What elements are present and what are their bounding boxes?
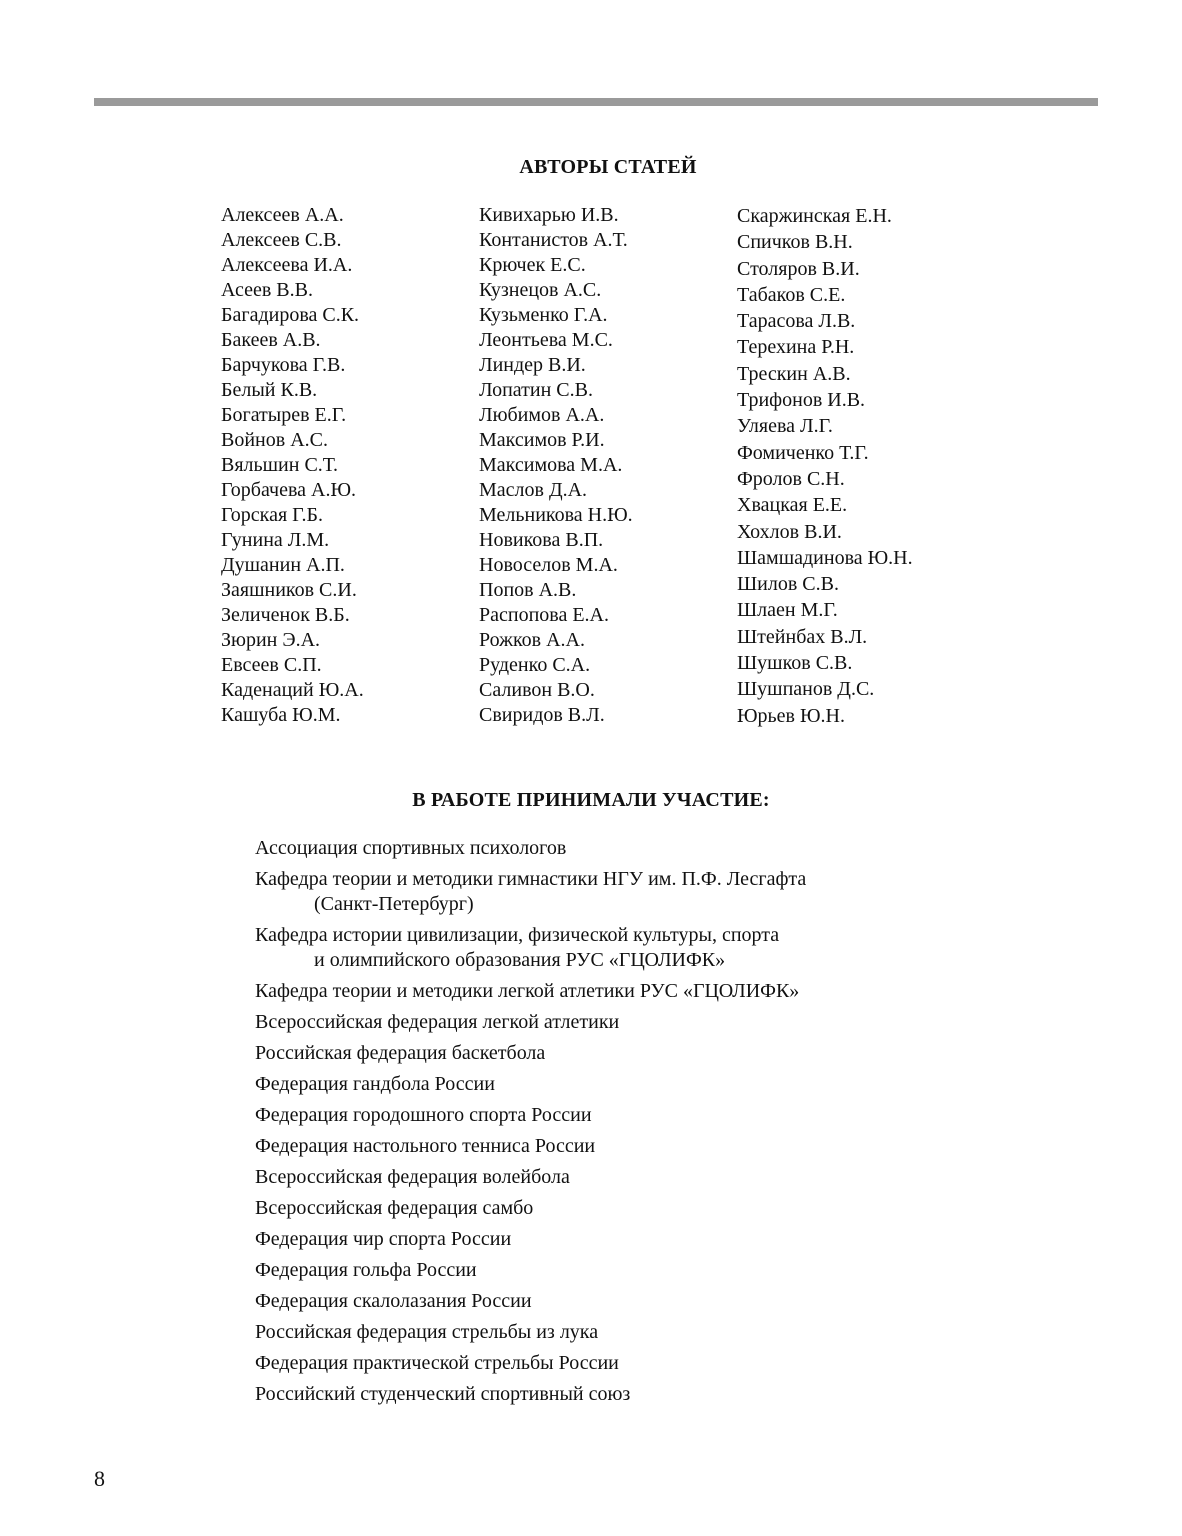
organization-name: Федерация гольфа России [255,1259,477,1281]
authors-column-2 [479,203,633,728]
organization-item [255,1320,975,1345]
author-name: Линдер В.И. [479,354,586,376]
author-name: Каденаций Ю.А. [221,679,364,701]
page-number: 8 [94,1466,105,1491]
author-name: Любимов А.А. [479,404,605,426]
organization-name: Федерация городошного спорта России [255,1104,592,1126]
organizations-list [255,836,975,1413]
organization-name: Ассоциация спортивных психологов [255,837,567,859]
organization-name: Федерация гандбола России [255,1073,495,1095]
organization-name-continuation: и олимпийского образования РУС «ГЦОЛИФК» [314,949,726,971]
organization-item [255,1010,975,1035]
author-name: Хвацкая Е.Е. [737,494,848,517]
author-name: Максимова М.А. [479,454,623,476]
author-name: Алексеев А.А. [221,204,344,226]
organization-item [255,1351,975,1376]
author-name: Гунина Л.М. [221,529,330,551]
organization-name: Российский студенческий спортивный союз [255,1383,631,1405]
author-name: Мельникова Н.Ю. [479,504,633,526]
organization-name: Федерация настольного тенниса России [255,1135,596,1157]
organization-item [255,1227,975,1252]
author-name: Тарасова Л.В. [737,310,856,333]
organization-name: Российская федерация стрельбы из лука [255,1321,599,1343]
author-name: Горбачева А.Ю. [221,479,357,501]
authors-column-3 [737,203,913,729]
author-name: Асеев В.В. [221,279,313,301]
authors-heading: АВТОРЫ СТАТЕЙ [519,156,697,178]
top-rule [94,98,1098,106]
author-name: Алексеев С.В. [221,229,342,251]
author-name: Трифонов И.В. [737,389,866,412]
author-name: Евсеев С.П. [221,654,322,676]
author-name: Багадирова С.К. [221,304,360,326]
author-name: Юрьев Ю.Н. [737,704,845,727]
author-name: Горская Г.Б. [221,504,323,526]
organization-name: Российская федерация баскетбола [255,1042,546,1064]
author-name: Шушков С.В. [737,652,853,675]
author-name: Шушпанов Д.С. [737,678,875,701]
author-name: Хохлов В.И. [737,520,842,543]
author-name: Столяров В.И. [737,257,860,280]
organization-name: Всероссийская федерация волейбола [255,1166,570,1188]
author-name: Новоселов М.А. [479,554,618,576]
author-name: Кузьменко Г.А. [479,304,608,326]
organization-item [255,1041,975,1066]
organization-item [255,1289,975,1314]
author-name: Алексеева И.А. [221,254,353,276]
author-name: Белый К.В. [221,379,318,401]
participants-heading: В РАБОТЕ ПРИНИМАЛИ УЧАСТИЕ: [412,789,770,811]
organization-item [255,979,975,1004]
author-name: Зеличенок В.Б. [221,604,350,626]
author-name: Зюрин Э.А. [221,629,321,651]
author-name: Фомиченко Т.Г. [737,441,869,464]
author-name: Терехина Р.Н. [737,336,855,359]
organization-item [255,836,975,861]
author-name: Кузнецов А.С. [479,279,602,301]
author-name: Табаков С.Е. [737,283,846,306]
organization-name: Федерация чир спорта России [255,1228,512,1250]
author-name: Кивихарью И.В. [479,204,619,226]
organization-name: Федерация скалолазания России [255,1290,532,1312]
author-name: Максимов Р.И. [479,429,605,451]
author-name: Барчукова Г.В. [221,354,346,376]
organization-name: Кафедра теории и методики гимнастики НГУ им. П.Ф. Лесгафта [255,868,807,890]
organization-item [255,1258,975,1283]
organization-name: Федерация практической стрельбы России [255,1352,619,1374]
author-name: Лопатин С.В. [479,379,593,401]
author-name: Уляева Л.Г. [737,415,833,438]
organization-item [255,1072,975,1097]
author-name: Свиридов В.Л. [479,704,605,726]
organization-item [255,1103,975,1128]
organization-item [255,923,975,973]
author-name: Леонтьева М.С. [479,329,613,351]
author-name: Вяльшин С.Т. [221,454,339,476]
author-name: Руденко С.А. [479,654,591,676]
author-name: Спичков В.Н. [737,231,853,254]
author-name: Новикова В.П. [479,529,604,551]
author-name: Фролов С.Н. [737,467,845,490]
author-name: Войнов А.С. [221,429,328,451]
author-name: Бакеев А.В. [221,329,321,351]
organization-item [255,1165,975,1190]
author-name: Душанин А.П. [221,554,345,576]
authors-column-1 [221,203,364,728]
author-name: Контанистов А.Т. [479,229,628,251]
organization-item [255,1196,975,1221]
author-name: Скаржинская Е.Н. [737,205,892,227]
author-name: Маслов Д.А. [479,479,588,501]
organization-name-continuation: (Санкт-Петербург) [314,893,474,915]
author-name: Распопова Е.А. [479,604,609,626]
organization-item [255,1134,975,1159]
author-name: Шамшадинова Ю.Н. [737,546,913,569]
author-name: Рожков А.А. [479,629,585,651]
author-name: Шлаен М.Г. [737,599,838,622]
author-name: Трескин А.В. [737,362,851,385]
author-name: Штейнбах В.Л. [737,625,868,648]
author-name: Попов А.В. [479,579,577,601]
organization-name: Кафедра истории цивилизации, физической культуры, спорта [255,924,780,946]
author-name: Саливон В.О. [479,679,595,701]
author-name: Крючек Е.С. [479,254,586,276]
author-name: Шилов С.В. [737,573,839,596]
organization-item [255,1382,975,1407]
author-name: Заяшников С.И. [221,579,357,601]
organization-name: Кафедра теории и методики легкой атлетики РУС «ГЦОЛИФК» [255,980,800,1002]
author-name: Кашуба Ю.М. [221,704,341,726]
organization-name: Всероссийская федерация самбо [255,1197,534,1219]
author-name: Богатырев Е.Г. [221,404,347,426]
organization-name: Всероссийская федерация легкой атлетики [255,1011,620,1033]
organization-item [255,867,975,917]
